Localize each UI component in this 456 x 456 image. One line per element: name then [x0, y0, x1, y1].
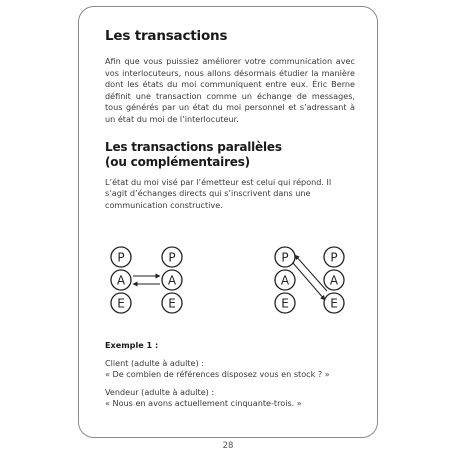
subsection-title-line2: (ou complémentaires) — [105, 154, 250, 169]
ego-state-label: A — [280, 273, 290, 288]
ego-state-label: P — [330, 250, 338, 265]
ego-state-label: E — [281, 296, 289, 311]
ego-state-label: P — [168, 250, 176, 265]
subsection-title-line1: Les transactions parallèles — [105, 139, 282, 154]
intro-paragraph: Afin que vous puissiez améliorer votre communication avec vos interlocuteurs, nous allons désormais étudier la manière dont les états du moi communiquent entre eux. Éric Berne définit une transaction comme un échange de messages, tous générés par un état du moi personnel et s’adressant à un état du moi de l’interlocuteur. — [105, 56, 355, 124]
vendor-quote: « Nous en avons actuellement cinquante-trois. » — [105, 398, 302, 408]
ego-state-label: A — [167, 273, 177, 288]
transaction-diagram — [105, 225, 355, 325]
client-label: Client (adulte à adulte) : — [105, 357, 204, 368]
section-title: Les transactions — [105, 28, 228, 44]
ego-state-label: E — [117, 296, 125, 311]
ego-state-label: P — [117, 250, 125, 265]
description-paragraph: L’état du moi visé par l’émetteur est celui qui répond. Il s’agit d’échanges directs qui s’inscrivent dans une communication constructive. — [105, 176, 332, 210]
subsection-title — [105, 140, 355, 170]
transaction-arrow — [293, 263, 325, 300]
client-quote: « De combien de références disposez vous en stock ? » — [105, 369, 330, 379]
example-title: Exemple 1 : — [105, 340, 159, 350]
ego-state-label: P — [281, 250, 289, 265]
ego-state-label: E — [168, 296, 176, 311]
ego-state-label: A — [329, 273, 339, 288]
transaction-arrow — [295, 255, 327, 291]
book-page — [78, 6, 378, 438]
ego-state-label: E — [330, 296, 338, 311]
page-number: 28 — [222, 441, 234, 451]
page-content — [105, 27, 355, 408]
ego-state-label: A — [116, 273, 126, 288]
vendor-label: Vendeur (adulte à adulte) : — [105, 386, 215, 397]
example-block — [105, 340, 355, 410]
